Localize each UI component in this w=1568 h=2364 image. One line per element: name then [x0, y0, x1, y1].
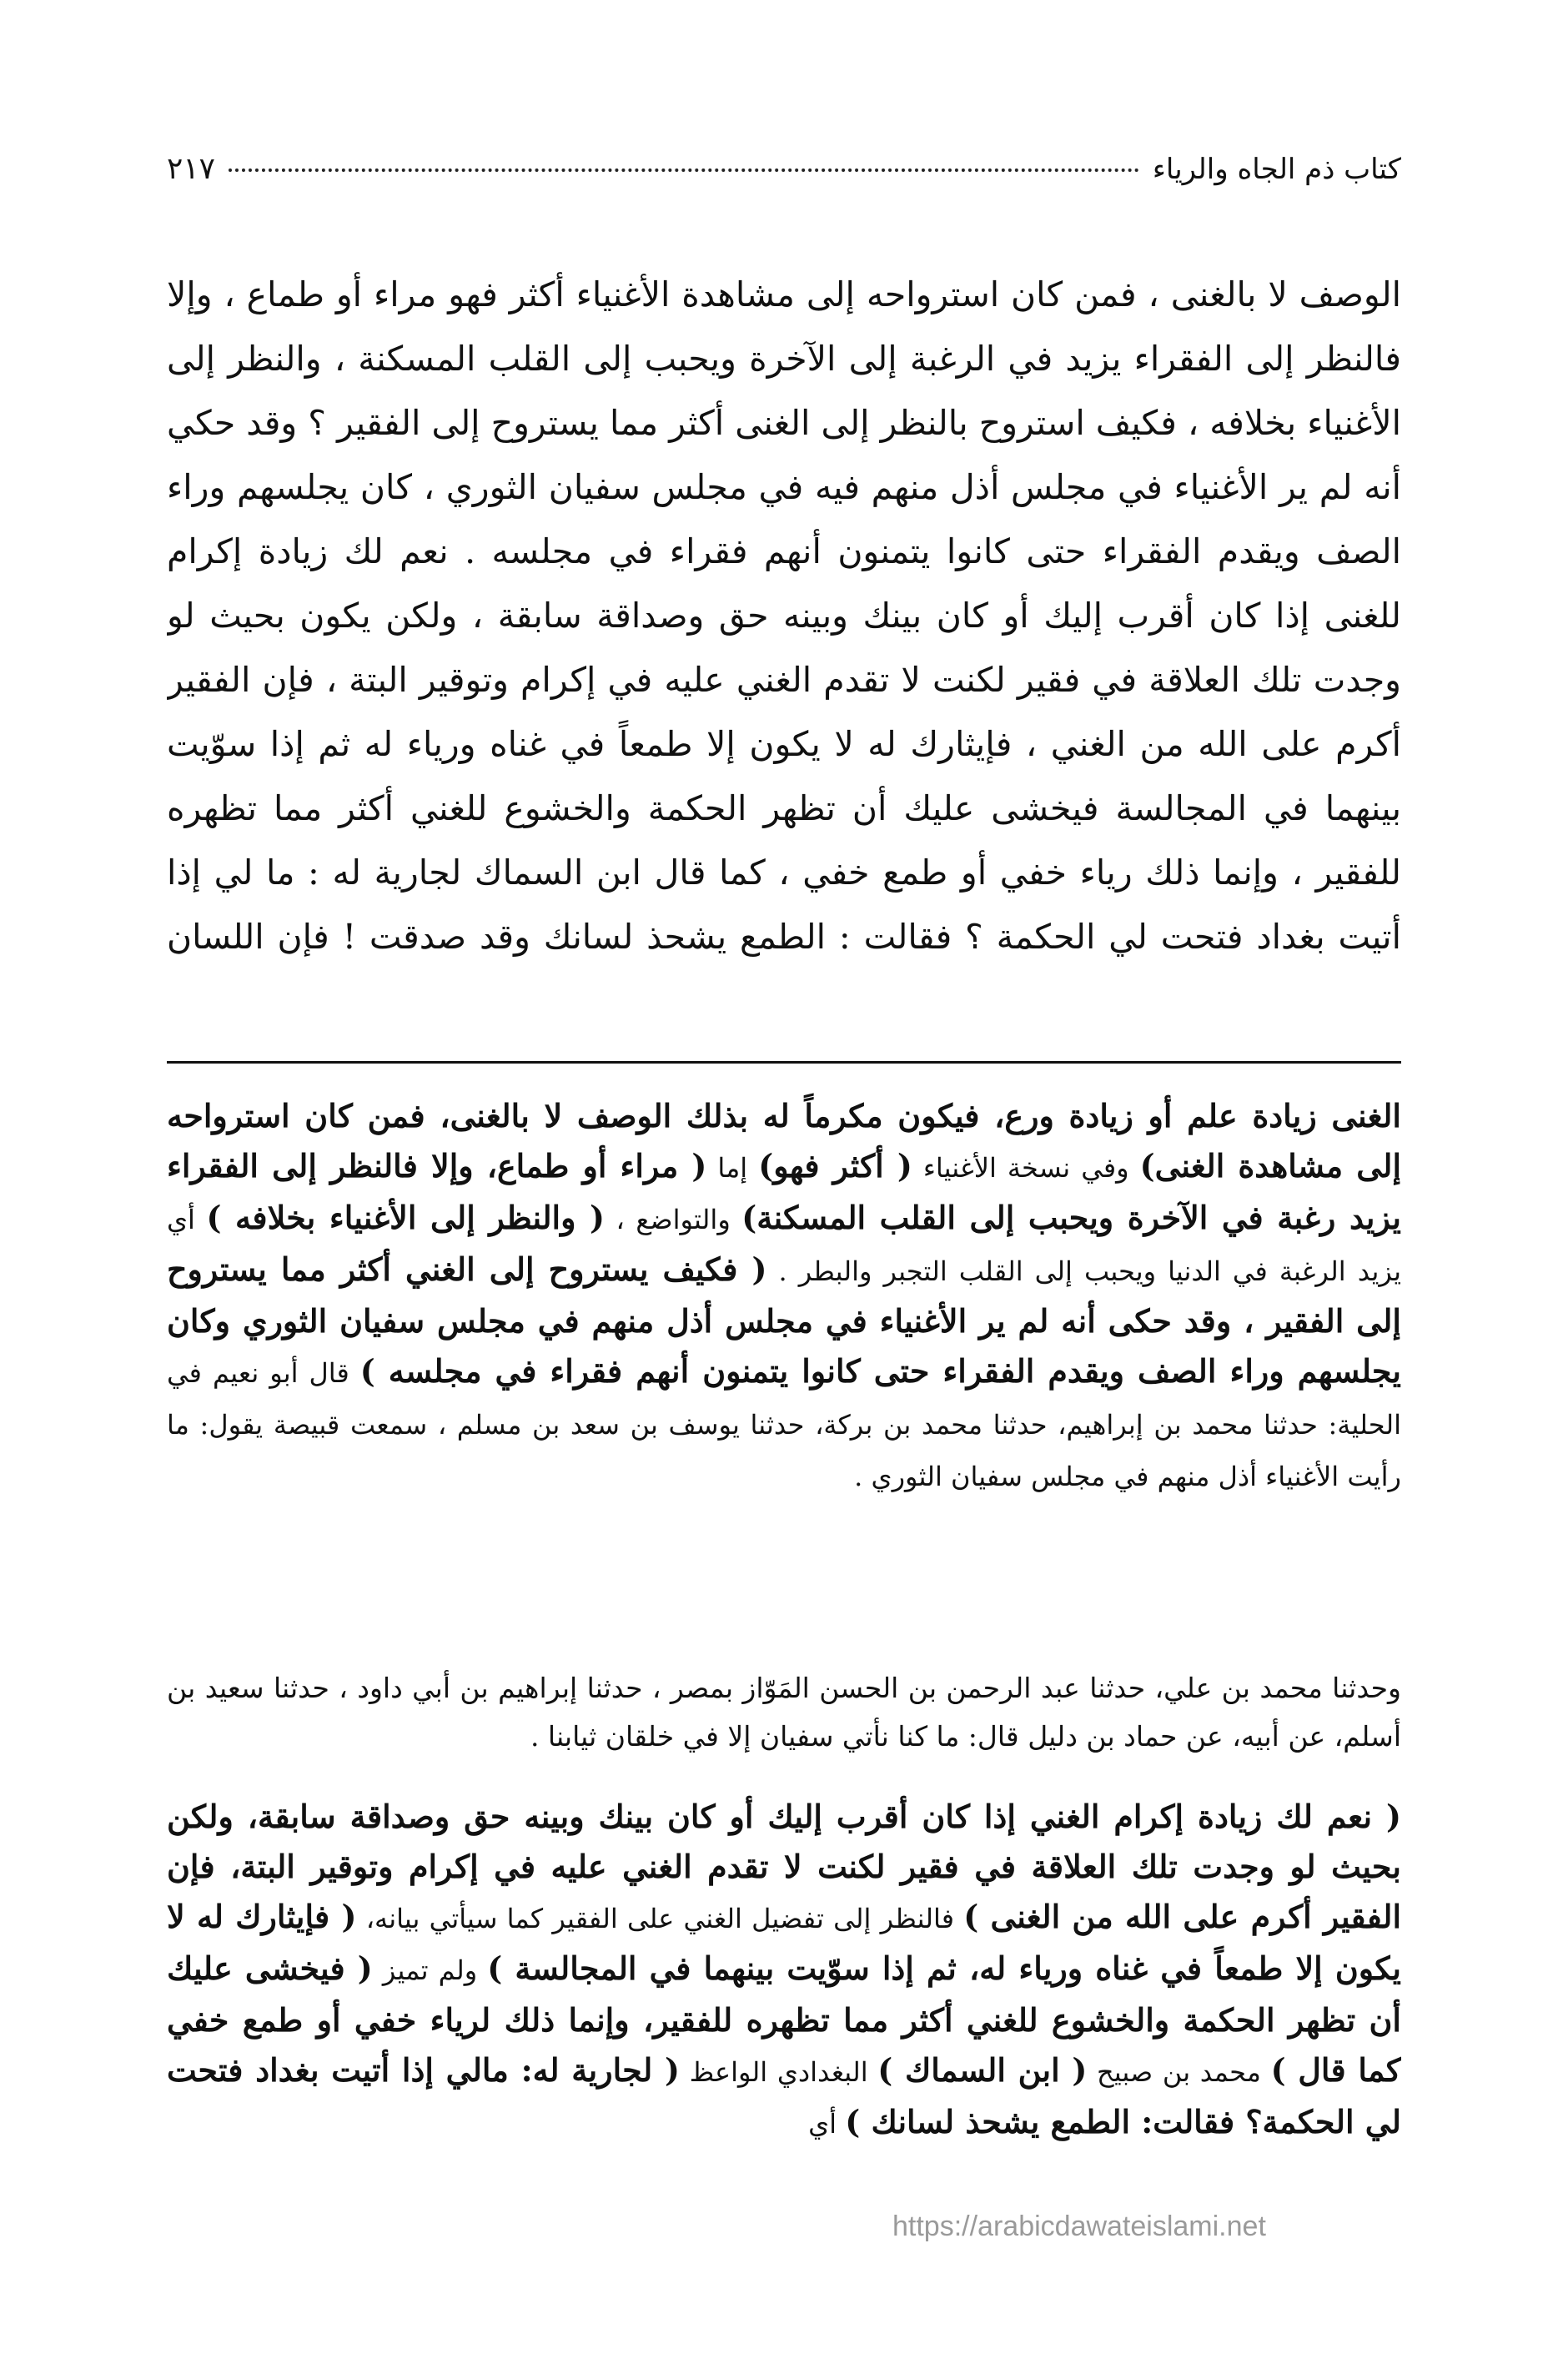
commentary-1-run: والتواضع ،: [605, 1204, 742, 1235]
commentary-1-run: إما: [706, 1152, 759, 1184]
commentary-3-run: ولم تميز: [372, 1954, 488, 1986]
running-header: [167, 152, 1401, 199]
commentary-paragraph-2: وحدثنا محمد بن علي، حدثنا عبد الرحمن بن الحسن المَوّاز بمصر ، حدثنا إبراهيم بن أبي داود ، حدثنا سعيد بن أسلم، عن أبيه، عن حماد بن دليل قال: ما كنا نأتي سفيان إلا في خلقان ثيابنا .: [167, 1672, 1401, 1753]
commentary-3-run: ( نعم لك زيادة إكرام الغني إذا كان أقرب إليك أو كان بينك وبينه حق وصداقة سابقة، ولكن بحيث لو وجدت تلك العلاقة في فقير لكنت لا تقدم الغني عليه في إكرام وتوقير البتة، فإن الفقير أكرم على الله من الغنى ): [167, 1798, 1401, 1935]
watermark-url: https://arabicdawateislami.net: [892, 2211, 1266, 2242]
commentary-1-run: ( والنظر إلى الأغنياء بخلافه ): [206, 1199, 606, 1236]
commentary-1-run: الغنى زيادة علم أو زيادة ورع، فيكون مكرماً له بذلك الوصف لا بالغنى، فمن كان استرواحه إلى مشاهدة الغنى): [167, 1097, 1401, 1185]
commentary-3-run: ( لجارية له: مالي إذا أتيت بغداد فتحت لي الحكمة؟ فقالت: الطمع يشحذ لسانك ): [167, 2051, 1401, 2140]
commentary-1-run: وفي نسخة الأغنياء: [912, 1152, 1140, 1184]
commentary-paragraph-3: [167, 1792, 1401, 2149]
commentary-1-run: أي يزيد الرغبة في الدنيا ويحبب إلى القلب التجبر والبطر .: [167, 1204, 1401, 1287]
main-paragraph: الوصف لا بالغنى ، فمن كان استرواحه إلى مشاهدة الأغنياء أكثر فهو مراء أو طماع ، وإلا فالنظر إلى الفقراء يزيد في الرغبة إلى الآخرة ويحبب إلى القلب المسكنة ، والنظر إلى الأغنياء بخلافه ، فكيف استروح بالنظر إلى الغنى أكثر مما يستروح إلى الفقير ؟ وقد حكي أنه لم ير الأغنياء في مجلس أذل منهم فيه في مجلس سفيان الثوري ، كان يجلسهم وراء الصف ويقدم الفقراء حتى كانوا يتمنون أنهم فقراء في مجلسه . نعم لك زيادة إكرام للغنى إذا كان أقرب إليك أو كان بينك وبينه حق وصداقة سابقة ، ولكن يكون بحيث لو وجدت تلك العلاقة في فقير لكنت لا تقدم الغني عليه في إكرام وتوقير البتة ، فإن الفقير أكرم على الله من الغني ، فإيثارك له لا يكون إلا طمعاً في غناه ورياء له ثم إذا سوّيت بينهما في المجالسة فيخشى عليك أن تظهر الحكمة والخشوع للغني أكثر مما تظهره للفقير ، وإنما ذلك رياء خفي أو طمع خفي ، كما قال ابن السماك لجارية له : ما لي إذا أتيت بغداد فتحت لي الحكمة ؟ فقالت : الطمع يشحذ لسانك وقد صدقت ! فإن اللسان: [167, 274, 1401, 957]
commentary-3-run: ( ابن السماك ): [877, 2051, 1088, 2089]
commentary-3-run: محمد بن صبيح: [1087, 2056, 1271, 2088]
commentary-3-run: أي: [808, 2108, 846, 2140]
commentary-block-3: [167, 1792, 1401, 2209]
page-number: ٢١٧: [167, 152, 216, 186]
commentary-3-run: ( فيخشى عليك أن تظهر الحكمة والخشوع للغني أكثر مما تظهره للفقير، وإنما ذلك لرياء خفي أو طمع خفي كما قال ): [167, 1949, 1401, 2089]
commentary-1-run: ( أكثر فهو): [758, 1147, 912, 1185]
footnote-separator: [167, 1061, 1401, 1064]
header-leader-dots: [229, 168, 1139, 172]
commentary-3-run: البغدادي الواعظ: [680, 2056, 878, 2088]
commentary-3-run: ( فإيثارك له لا يكون إلا طمعاً في غناه ورياء له، ثم إذا سوّيت بينهما في المجالسة ): [167, 1898, 1401, 1987]
commentary-block-1: [167, 1091, 1401, 1633]
chapter-title: كتاب ذم الجاه والرياء: [1152, 153, 1401, 186]
commentary-1-run: قال أبو نعيم في الحلية: حدثنا محمد بن إبراهيم، حدثنا محمد بن بركة، حدثنا يوسف بن سعد بن مسلم ، سمعت قبيصة يقول: ما رأيت الأغنياء أذل منهم في مجلس سفيان الثوري .: [167, 1357, 1401, 1492]
commentary-3-run: فالنظر إلى تفضيل الغني على الفقير كما سيأتي بيانه،: [356, 1903, 964, 1934]
commentary-block-2: [167, 1664, 1401, 1773]
commentary-paragraph-1: [167, 1091, 1401, 1501]
main-text: [167, 263, 1401, 1034]
commentary-1-run: ( فكيف يستروح إلى الغني أكثر مما يستروح إلى الفقير ، وقد حكى أنه لم ير الأغنياء في مجلس أذل منهم في مجلس سفيان الثوري وكان يجلسهم وراء الصف ويقدم الفقراء حتى كانوا يتمنون أنهم فقراء في مجلسه ): [167, 1250, 1401, 1390]
commentary-1-run: ( مراء أو طماع، وإلا فالنظر إلى الفقراء يزيد رغبة في الآخرة ويحبب إلى القلب المسكنة): [167, 1147, 1401, 1236]
